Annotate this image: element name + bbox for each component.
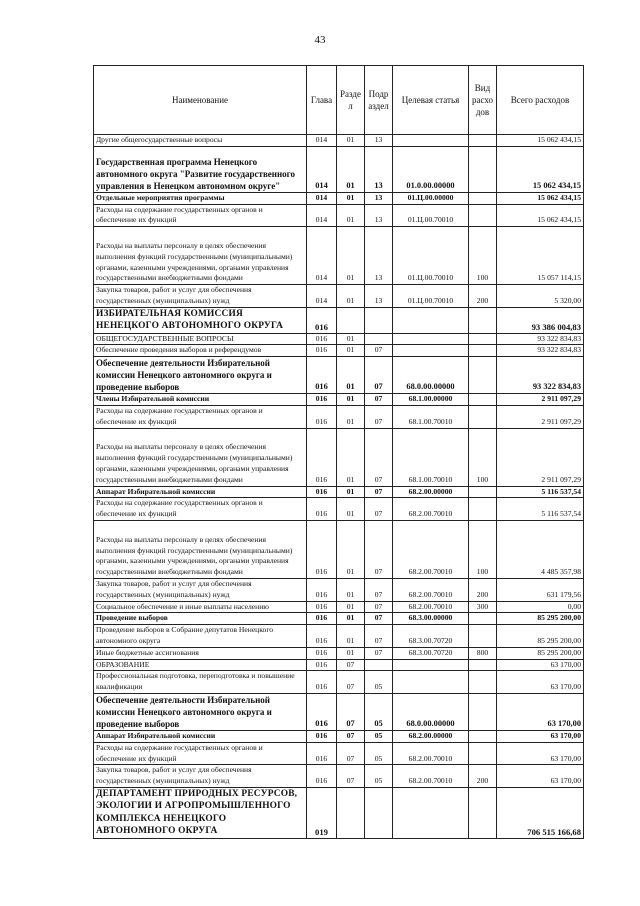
cell-chapter: 016 [307, 601, 337, 613]
cell-subsection: 13 [365, 146, 393, 192]
cell-subsection: 07 [365, 345, 393, 357]
cell-target: 68.1.00.00000 [393, 394, 469, 406]
cell-amount: 93 322 834,83 [497, 333, 584, 345]
cell-name: Отдельные мероприятия программы [94, 192, 307, 204]
cell-target: 01.Ц.00.70010 [393, 204, 469, 227]
cell-amount: 63 170,00 [497, 742, 584, 765]
cell-target: 68.2.00.70010 [393, 520, 469, 578]
cell-chapter: 014 [307, 135, 337, 147]
cell-subsection: 13 [365, 285, 393, 308]
cell-section: 07 [337, 742, 365, 765]
cell-type [469, 625, 497, 648]
cell-name: Другие общегосударственные вопросы [94, 135, 307, 147]
cell-type [469, 742, 497, 765]
cell-section: 07 [337, 671, 365, 694]
cell-amount: 63 170,00 [497, 765, 584, 788]
cell-type [469, 345, 497, 357]
cell-subsection: 07 [365, 578, 393, 601]
cell-chapter: 016 [307, 486, 337, 498]
cell-target: 68.2.00.00000 [393, 730, 469, 742]
cell-name: Профессиональная подготовка, переподготовка и повышение квалификации [94, 671, 307, 694]
cell-section: 01 [337, 357, 365, 394]
cell-amount: 5 320,00 [497, 285, 584, 308]
cell-subsection: 07 [365, 613, 393, 625]
cell-name: Социальное обеспечение и иные выплаты населению [94, 601, 307, 613]
cell-amount: 93 322 834,83 [497, 357, 584, 394]
cell-amount: 15 057 114,15 [497, 227, 584, 285]
cell-type: 300 [469, 601, 497, 613]
table-row [94, 333, 584, 345]
header-total: Всего расходов [497, 66, 584, 135]
header-section: Разде л [337, 66, 365, 135]
table-row [94, 307, 584, 333]
cell-name: Иные бюджетные ассигнования [94, 647, 307, 659]
cell-type [469, 693, 497, 730]
cell-chapter: 016 [307, 730, 337, 742]
cell-target: 68.3.00.00000 [393, 613, 469, 625]
cell-section: 01 [337, 498, 365, 521]
header-subsection: Подр аздел [365, 66, 393, 135]
table-row [94, 227, 584, 285]
cell-subsection: 13 [365, 227, 393, 285]
cell-name: ИЗБИРАТЕЛЬНАЯ КОМИССИЯ НЕНЕЦКОГО АВТОНОМНОГО ОКРУГА [94, 307, 307, 333]
cell-chapter: 016 [307, 405, 337, 428]
page-number: 43 [314, 34, 326, 46]
cell-type [469, 613, 497, 625]
cell-section: 07 [337, 730, 365, 742]
cell-subsection: 05 [365, 742, 393, 765]
cell-amount: 63 170,00 [497, 693, 584, 730]
cell-section: 01 [337, 285, 365, 308]
header-target-article: Целевая статья [393, 66, 469, 135]
cell-amount: 5 116 537,54 [497, 498, 584, 521]
table-row [94, 671, 584, 694]
cell-type [469, 204, 497, 227]
cell-amount: 15 062 434,15 [497, 135, 584, 147]
cell-type: 800 [469, 647, 497, 659]
cell-type [469, 659, 497, 671]
cell-name: Государственная программа Ненецкого автономного округа "Развитие государственного управления в Ненецком автономном округе" [94, 146, 307, 192]
cell-type: 100 [469, 520, 497, 578]
cell-target: 01.Ц.00.00000 [393, 192, 469, 204]
cell-name: ОБЩЕГОСУДАРСТВЕННЫЕ ВОПРОСЫ [94, 333, 307, 345]
table-row [94, 693, 584, 730]
cell-section: 01 [337, 486, 365, 498]
cell-amount: 5 116 537,54 [497, 486, 584, 498]
cell-name: Обеспечение деятельности Избирательной комиссии Ненецкого автономного округа и проведение выборов [94, 357, 307, 394]
table-row [94, 486, 584, 498]
cell-section [337, 787, 365, 838]
cell-target: 68.3.00.70720 [393, 625, 469, 648]
cell-type: 100 [469, 428, 497, 486]
header-expense-type: Вид расхо дов [469, 66, 497, 135]
cell-section: 07 [337, 659, 365, 671]
cell-subsection: 13 [365, 135, 393, 147]
cell-chapter: 016 [307, 307, 337, 333]
cell-name: Обеспечение деятельности Избирательной комиссии Ненецкого автономного округа и проведение выборов [94, 693, 307, 730]
cell-subsection: 07 [365, 625, 393, 648]
cell-name: Члены Избирательной комиссии [94, 394, 307, 406]
cell-section: 01 [337, 601, 365, 613]
cell-type: 200 [469, 765, 497, 788]
cell-subsection: 07 [365, 428, 393, 486]
cell-chapter: 016 [307, 394, 337, 406]
cell-subsection: 05 [365, 730, 393, 742]
table-row [94, 498, 584, 521]
cell-chapter: 016 [307, 647, 337, 659]
cell-subsection: 07 [365, 357, 393, 394]
cell-amount: 85 295 200,00 [497, 625, 584, 648]
cell-type [469, 730, 497, 742]
cell-name: Аппарат Избирательной комиссии [94, 486, 307, 498]
cell-name: Аппарат Избирательной комиссии [94, 730, 307, 742]
cell-name: Проведение выборов в Собрание депутатов Ненецкого автономного округа [94, 625, 307, 648]
cell-type [469, 498, 497, 521]
cell-target: 01.Ц.00.70010 [393, 285, 469, 308]
cell-target [393, 787, 469, 838]
cell-subsection: 05 [365, 671, 393, 694]
cell-section: 01 [337, 146, 365, 192]
cell-name: Расходы на содержание государственных органов и обеспечение их функций [94, 498, 307, 521]
cell-name: Закупка товаров, работ и услуг для обеспечения государственных (муниципальных) нужд [94, 578, 307, 601]
cell-target: 68.2.00.70010 [393, 601, 469, 613]
table-row [94, 345, 584, 357]
cell-subsection: 13 [365, 192, 393, 204]
cell-subsection: 07 [365, 405, 393, 428]
cell-chapter: 014 [307, 192, 337, 204]
cell-amount: 63 170,00 [497, 659, 584, 671]
cell-amount: 706 515 166,68 [497, 787, 584, 838]
cell-target [393, 307, 469, 333]
cell-subsection: 05 [365, 693, 393, 730]
cell-name: Расходы на выплаты персоналу в целях обеспечения выполнения функций государственными (муниципальными) органами, казенными учреждениями, органами управления государственными внебюджетными фондами [94, 520, 307, 578]
cell-amount: 85 295 200,00 [497, 647, 584, 659]
table-row [94, 146, 584, 192]
cell-target: 68.2.00.70010 [393, 742, 469, 765]
cell-name: Расходы на выплаты персоналу в целях обеспечения выполнения функций государственными (муниципальными) органами, казенными учреждениями, органами управления государственными внебюджетными фондами [94, 227, 307, 285]
cell-type [469, 333, 497, 345]
cell-type [469, 486, 497, 498]
cell-chapter: 016 [307, 671, 337, 694]
cell-section: 01 [337, 135, 365, 147]
cell-section: 01 [337, 647, 365, 659]
table-header-row [94, 66, 584, 135]
cell-target [393, 659, 469, 671]
cell-chapter: 014 [307, 146, 337, 192]
cell-chapter: 016 [307, 742, 337, 765]
cell-amount: 631 179,56 [497, 578, 584, 601]
table-row [94, 613, 584, 625]
cell-amount: 15 062 434,15 [497, 146, 584, 192]
cell-chapter: 016 [307, 693, 337, 730]
cell-name: Закупка товаров, работ и услуг для обеспечения государственных (муниципальных) нужд [94, 285, 307, 308]
header-name: Наименование [94, 66, 307, 135]
cell-target: 68.2.00.70010 [393, 498, 469, 521]
cell-target: 68.0.00.00000 [393, 693, 469, 730]
cell-section: 07 [337, 765, 365, 788]
cell-amount: 2 911 097,29 [497, 405, 584, 428]
expenditure-table [93, 65, 584, 839]
cell-name: Расходы на содержание государственных органов и обеспечение их функций [94, 405, 307, 428]
cell-amount: 15 062 434,15 [497, 204, 584, 227]
cell-target [393, 135, 469, 147]
cell-chapter: 014 [307, 204, 337, 227]
cell-type [469, 671, 497, 694]
cell-section: 01 [337, 345, 365, 357]
cell-subsection: 05 [365, 765, 393, 788]
table-row [94, 659, 584, 671]
cell-subsection: 07 [365, 520, 393, 578]
table-row [94, 520, 584, 578]
cell-amount: 93 386 004,83 [497, 307, 584, 333]
cell-section: 01 [337, 227, 365, 285]
cell-chapter: 019 [307, 787, 337, 838]
cell-subsection: 07 [365, 394, 393, 406]
cell-type: 100 [469, 227, 497, 285]
cell-amount: 63 170,00 [497, 730, 584, 742]
cell-name: Обеспечение проведения выборов и референдумов [94, 345, 307, 357]
cell-amount: 2 911 097,29 [497, 394, 584, 406]
cell-amount: 4 485 357,98 [497, 520, 584, 578]
cell-section: 01 [337, 204, 365, 227]
cell-subsection: 07 [365, 601, 393, 613]
table-row [94, 135, 584, 147]
table-row [94, 394, 584, 406]
cell-amount: 85 295 200,00 [497, 613, 584, 625]
table-row [94, 742, 584, 765]
cell-section: 01 [337, 625, 365, 648]
cell-target [393, 333, 469, 345]
table-row [94, 601, 584, 613]
cell-name: Расходы на содержание государственных органов и обеспечение их функций [94, 742, 307, 765]
cell-subsection [365, 333, 393, 345]
table-row [94, 428, 584, 486]
cell-name: ОБРАЗОВАНИЕ [94, 659, 307, 671]
cell-subsection [365, 787, 393, 838]
cell-target [393, 345, 469, 357]
table-row [94, 578, 584, 601]
cell-chapter: 016 [307, 578, 337, 601]
cell-type [469, 787, 497, 838]
table-row [94, 405, 584, 428]
table-row [94, 647, 584, 659]
table-row [94, 204, 584, 227]
cell-section [337, 307, 365, 333]
cell-section: 01 [337, 613, 365, 625]
table-row [94, 285, 584, 308]
table-row [94, 787, 584, 838]
cell-chapter: 014 [307, 285, 337, 308]
cell-name: Расходы на выплаты персоналу в целях обеспечения выполнения функций государственными (муниципальными) органами, казенными учреждениями, органами управления государственными внебюджетными фондами [94, 428, 307, 486]
cell-type [469, 192, 497, 204]
cell-section: 01 [337, 394, 365, 406]
cell-subsection: 07 [365, 498, 393, 521]
cell-chapter: 014 [307, 227, 337, 285]
table-row [94, 625, 584, 648]
cell-chapter: 016 [307, 333, 337, 345]
cell-section: 01 [337, 578, 365, 601]
table-row [94, 765, 584, 788]
cell-chapter: 016 [307, 613, 337, 625]
cell-target: 01.Ц.00.70010 [393, 227, 469, 285]
cell-type [469, 394, 497, 406]
cell-chapter: 016 [307, 357, 337, 394]
cell-type [469, 357, 497, 394]
cell-section: 01 [337, 520, 365, 578]
table-row [94, 730, 584, 742]
table-row [94, 357, 584, 394]
cell-section: 01 [337, 333, 365, 345]
cell-type [469, 307, 497, 333]
cell-type [469, 146, 497, 192]
cell-target: 68.2.00.70010 [393, 765, 469, 788]
cell-target: 01.0.00.00000 [393, 146, 469, 192]
cell-target: 68.3.00.70720 [393, 647, 469, 659]
cell-target: 68.2.00.00000 [393, 486, 469, 498]
header-chapter: Глава [307, 66, 337, 135]
cell-section: 07 [337, 693, 365, 730]
cell-target [393, 671, 469, 694]
cell-subsection: 13 [365, 204, 393, 227]
cell-target: 68.2.00.70010 [393, 578, 469, 601]
cell-name: ДЕПАРТАМЕНТ ПРИРОДНЫХ РЕСУРСОВ, ЭКОЛОГИИ И АГРОПРОМЫШЛЕННОГО КОМПЛЕКСА НЕНЕЦКОГО АВТОНОМНОГО ОКРУГА [94, 787, 307, 838]
cell-name: Закупка товаров, работ и услуг для обеспечения государственных (муниципальных) нужд [94, 765, 307, 788]
table-row [94, 192, 584, 204]
cell-amount: 63 170,00 [497, 671, 584, 694]
cell-subsection: 07 [365, 647, 393, 659]
cell-amount: 93 322 834,83 [497, 345, 584, 357]
cell-section: 01 [337, 192, 365, 204]
cell-subsection: 07 [365, 486, 393, 498]
cell-target: 68.1.00.70010 [393, 405, 469, 428]
cell-target: 68.0.00.00000 [393, 357, 469, 394]
cell-name: Расходы на содержание государственных органов и обеспечение их функций [94, 204, 307, 227]
cell-type: 200 [469, 578, 497, 601]
cell-subsection [365, 659, 393, 671]
cell-amount: 2 911 097,29 [497, 428, 584, 486]
cell-chapter: 016 [307, 625, 337, 648]
cell-type: 200 [469, 285, 497, 308]
cell-amount: 0,00 [497, 601, 584, 613]
cell-chapter: 016 [307, 498, 337, 521]
cell-chapter: 016 [307, 765, 337, 788]
cell-target: 68.1.00.70010 [393, 428, 469, 486]
cell-subsection [365, 307, 393, 333]
cell-amount: 15 062 434,15 [497, 192, 584, 204]
cell-name: Проведение выборов [94, 613, 307, 625]
cell-chapter: 016 [307, 659, 337, 671]
cell-chapter: 016 [307, 520, 337, 578]
cell-section: 01 [337, 405, 365, 428]
cell-type [469, 135, 497, 147]
cell-type [469, 405, 497, 428]
cell-chapter: 016 [307, 345, 337, 357]
cell-section: 01 [337, 428, 365, 486]
cell-chapter: 016 [307, 428, 337, 486]
